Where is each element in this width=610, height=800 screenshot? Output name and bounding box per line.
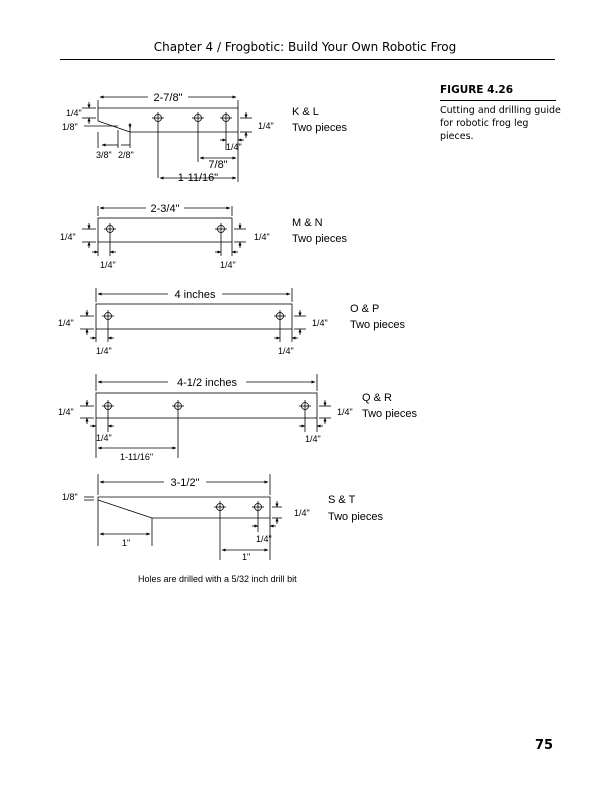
kl-hole-offset-label: 1/4" xyxy=(258,121,274,131)
st-right-span-label: 1" xyxy=(242,552,251,562)
mn-bottom-left-label: 1/4" xyxy=(100,260,116,270)
piece-kl-outline xyxy=(98,108,238,132)
mn-name: M & N xyxy=(292,217,323,229)
figure-title: FIGURE 4.26 xyxy=(440,84,514,96)
qr-span-label: 1-11/16" xyxy=(120,452,154,462)
mn-left-offset-label: 1/4" xyxy=(60,232,76,242)
piece-qr-outline xyxy=(96,393,317,418)
drill-note: Holes are drilled with a 5/32 inch drill bit xyxy=(138,574,297,584)
figure-caption: Cutting and drilling guide for robotic frog leg pieces. xyxy=(440,105,561,142)
op-count: Two pieces xyxy=(350,319,406,331)
mn-bottom-right-label: 1/4" xyxy=(220,260,236,270)
op-name: O & P xyxy=(350,303,380,315)
qr-right-offset-label: 1/4" xyxy=(337,407,353,417)
st-length-label: 3-1/2" xyxy=(170,477,200,489)
qr-length-label: 4-1/2 inches xyxy=(177,377,237,389)
piece-mn-outline xyxy=(98,218,232,242)
kl-hole-gap-label: 1/4" xyxy=(226,142,242,152)
op-length-label: 4 inches xyxy=(174,289,216,301)
st-name: S & T xyxy=(328,494,356,506)
piece-kl-holes xyxy=(152,112,232,124)
chapter-header: Chapter 4 / Frogbotic: Build Your Own Robotic Frog xyxy=(153,40,457,54)
op-right-offset-label: 1/4" xyxy=(312,318,328,328)
kl-length-label: 2-7/8" xyxy=(153,92,183,104)
mn-count: Two pieces xyxy=(292,233,348,245)
piece-op-outline xyxy=(96,304,292,329)
op-bottom-right-label: 1/4" xyxy=(278,346,294,356)
piece-mn-holes xyxy=(104,223,227,235)
kl-top-offset-label: 1/4" xyxy=(66,108,82,118)
kl-chamfer-label: 1/8" xyxy=(62,122,78,132)
st-hole-gap-label: 1/4" xyxy=(256,534,272,544)
st-count: Two pieces xyxy=(328,511,384,523)
st-right-offset-label: 1/4" xyxy=(294,508,310,518)
kl-bottom1-label: 3/8" xyxy=(96,150,112,160)
qr-count: Two pieces xyxy=(362,408,418,420)
qr-bottom-left-label: 1/4" xyxy=(96,433,112,443)
qr-name: Q & R xyxy=(362,392,392,404)
piece-st-outline xyxy=(98,497,270,518)
kl-name: K & L xyxy=(292,106,319,118)
kl-span-b-label: 1-11/16" xyxy=(177,172,219,184)
op-left-offset-label: 1/4" xyxy=(58,318,74,328)
mn-length-label: 2-3/4" xyxy=(150,203,180,215)
st-left-span-label: 1" xyxy=(122,538,131,548)
kl-bottom2-label: 2/8" xyxy=(118,150,134,160)
op-bottom-left-label: 1/4" xyxy=(96,346,112,356)
kl-span-a-label: 7/8" xyxy=(208,159,228,171)
page-number: 75 xyxy=(535,738,554,753)
piece-op-holes xyxy=(102,310,286,322)
kl-count: Two pieces xyxy=(292,122,348,134)
piece-st-holes xyxy=(214,501,264,513)
qr-left-offset-label: 1/4" xyxy=(58,407,74,417)
qr-bottom-right-label: 1/4" xyxy=(305,434,321,444)
mn-right-offset-label: 1/4" xyxy=(254,232,270,242)
st-chamfer-label: 1/8" xyxy=(62,492,78,502)
piece-qr-holes xyxy=(102,400,311,412)
